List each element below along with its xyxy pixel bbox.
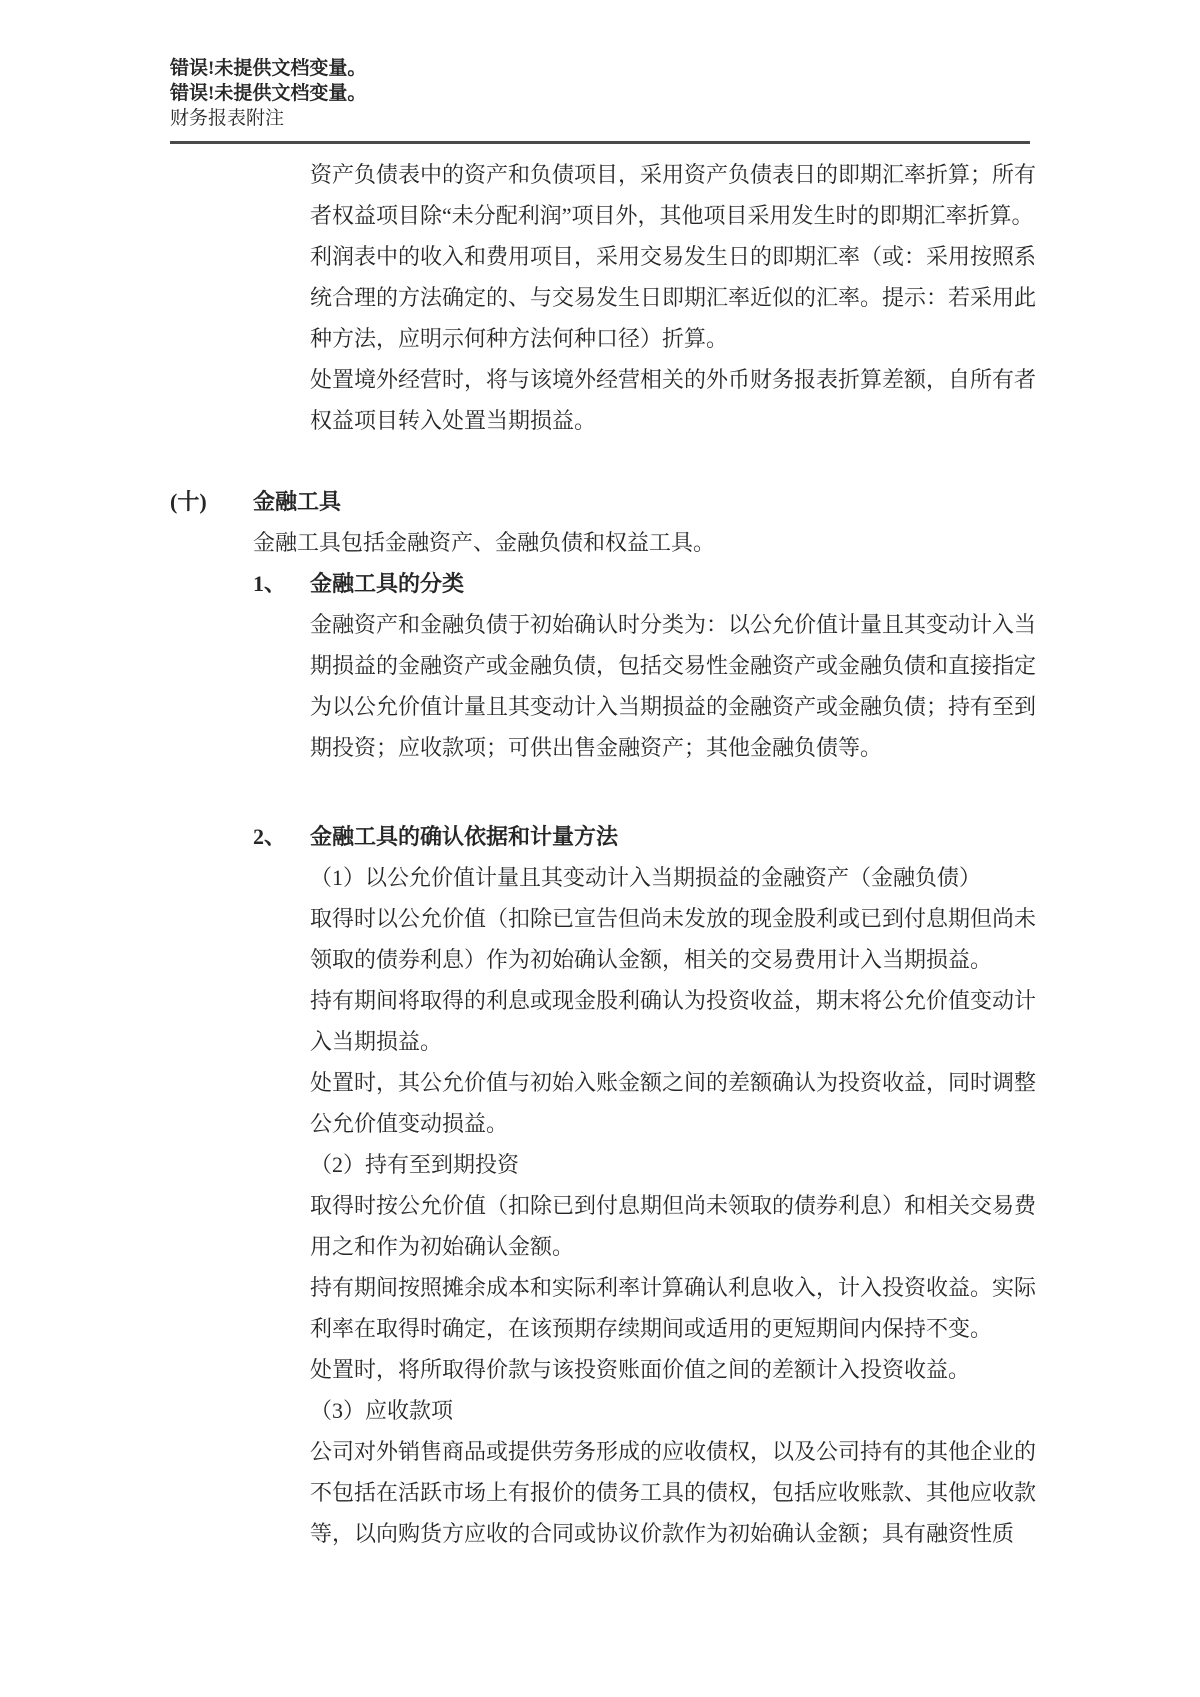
- header-rule: [170, 141, 1030, 144]
- paragraph-line: 持有期间按照摊余成本和实际利率计算确认利息收入，计入投资收益。实际: [310, 1275, 1037, 1300]
- spacer: [170, 768, 1030, 816]
- paragraph-line: 期损益的金融资产或金融负债，包括交易性金融资产或金融负债和直接指定: [310, 653, 1037, 678]
- header-error-line-2: 错误!未提供文档变量。: [170, 83, 367, 104]
- paragraph-line: 资产负债表中的资产和负债项目，采用资产负债表日的即期汇率折算；所有: [310, 162, 1037, 187]
- paragraph: [310, 1349, 1030, 1390]
- paragraph: [310, 1431, 1037, 1554]
- paragraph-line: 权益项目转入处置当期损益。: [310, 408, 597, 433]
- paragraph-line: 入当期损益。: [310, 1029, 443, 1054]
- paragraph: [310, 1390, 1030, 1431]
- document-body: [170, 154, 1037, 1554]
- paragraph-line: 处置时，将所取得价款与该投资账面价值之间的差额计入投资收益。: [310, 1357, 971, 1382]
- heading-title: 金融工具的分类: [310, 571, 465, 596]
- paragraph-line: 取得时以公允价值（扣除已宣告但尚未发放的现金股利或已到付息期但尚未: [310, 906, 1037, 931]
- paragraph-line: （2）持有至到期投资: [310, 1152, 520, 1177]
- paragraph: [310, 359, 1037, 441]
- heading-title: 金融工具的确认依据和计量方法: [310, 824, 619, 849]
- paragraph: [310, 857, 1030, 898]
- spacer: [170, 441, 1030, 481]
- paragraph: [310, 980, 1037, 1062]
- paragraph-line: 为以公允价值计量且其变动计入当期损益的金融资产或金融负债；持有至到: [310, 694, 1037, 719]
- paragraph-line: 统合理的方法确定的、与交易发生日即期汇率近似的汇率。提示：若采用此: [310, 285, 1037, 310]
- subsection-heading: [253, 563, 1030, 604]
- paragraph: [310, 604, 1037, 768]
- heading-number: 1、: [253, 571, 287, 596]
- header-error-line-1: 错误!未提供文档变量。: [170, 58, 367, 79]
- paragraph-line: 者权益项目除“未分配利润”项目外，其他项目采用发生时的即期汇率折算。: [310, 203, 1034, 228]
- paragraph-line: 利润表中的收入和费用项目，采用交易发生日的即期汇率（或：采用按照系: [310, 244, 1037, 269]
- paragraph: [310, 154, 1037, 359]
- paragraph: [310, 1185, 1037, 1267]
- paragraph-line: 金融工具包括金融资产、金融负债和权益工具。: [253, 530, 716, 555]
- heading-title: 金融工具: [253, 489, 342, 514]
- page-header: [170, 56, 1030, 131]
- paragraph-line: 等，以向购货方应收的合同或协议价款作为初始确认金额；具有融资性质: [310, 1521, 1015, 1546]
- paragraph-line: 期投资；应收款项；可供出售金融资产；其他金融负债等。: [310, 735, 883, 760]
- paragraph-line: 种方法，应明示何种方法何种口径）折算。: [310, 326, 729, 351]
- paragraph-line: 公司对外销售商品或提供劳务形成的应收债权，以及公司持有的其他企业的: [310, 1439, 1037, 1464]
- paragraph-line: 处置时，其公允价值与初始入账金额之间的差额确认为投资收益，同时调整: [310, 1070, 1037, 1095]
- heading-number: 2、: [253, 824, 287, 849]
- heading-number: (十): [170, 489, 207, 514]
- section-heading: [170, 481, 1030, 522]
- paragraph-line: （1）以公允价值计量且其变动计入当期损益的金融资产（金融负债）: [310, 865, 982, 890]
- paragraph-line: 领取的债券利息）作为初始确认金额，相关的交易费用计入当期损益。: [310, 947, 993, 972]
- paragraph-line: 金融资产和金融负债于初始确认时分类为：以公允价值计量且其变动计入当: [310, 612, 1037, 637]
- subsection-heading: [253, 816, 1030, 857]
- paragraph-line: 用之和作为初始确认金额。: [310, 1234, 575, 1259]
- paragraph-line: 利率在取得时确定，在该预期存续期间或适用的更短期间内保持不变。: [310, 1316, 993, 1341]
- paragraph: [310, 1267, 1037, 1349]
- paragraph: [310, 898, 1037, 980]
- paragraph: [310, 1144, 1030, 1185]
- paragraph: [310, 1062, 1037, 1144]
- paragraph: [253, 522, 1030, 563]
- paragraph-line: 不包括在活跃市场上有报价的债务工具的债权，包括应收账款、其他应收款: [310, 1480, 1037, 1505]
- paragraph-line: （3）应收款项: [310, 1398, 454, 1423]
- paragraph-line: 取得时按公允价值（扣除已到付息期但尚未领取的债券利息）和相关交易费: [310, 1193, 1037, 1218]
- paragraph-line: 持有期间将取得的利息或现金股利确认为投资收益，期末将公允价值变动计: [310, 988, 1037, 1013]
- paragraph-line: 处置境外经营时，将与该境外经营相关的外币财务报表折算差额，自所有者: [310, 367, 1037, 392]
- paragraph-line: 公允价值变动损益。: [310, 1111, 509, 1136]
- header-section-title: 财务报表附注: [170, 108, 285, 129]
